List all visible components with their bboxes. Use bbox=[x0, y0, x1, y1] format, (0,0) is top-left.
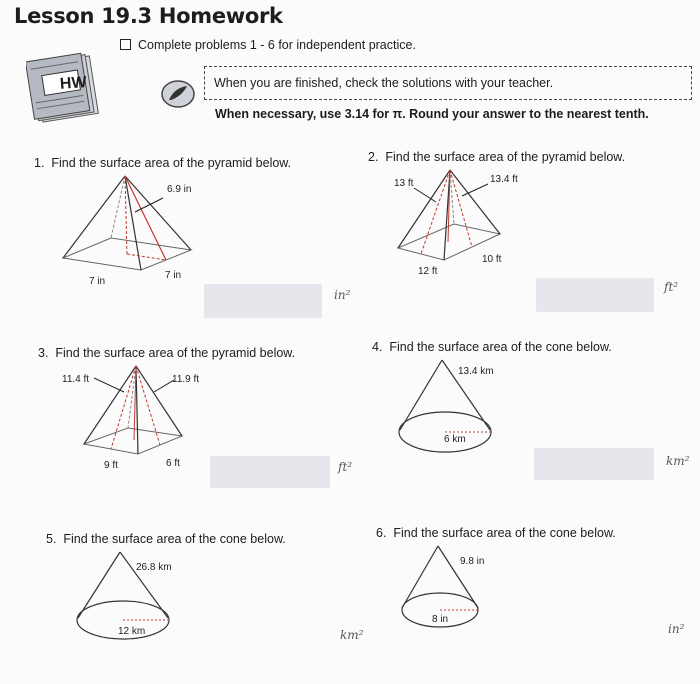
note-text: When you are finished, check the solutions with your teacher. bbox=[214, 76, 554, 90]
answer-box-2[interactable] bbox=[536, 278, 654, 312]
base-edge-label: 7 in bbox=[89, 276, 106, 287]
hw-label: HW bbox=[59, 74, 88, 93]
task-item bbox=[120, 38, 416, 52]
slant-height-label: 11.4 ft bbox=[62, 374, 90, 385]
answer-box-3[interactable] bbox=[210, 456, 330, 488]
problem-4-cone-diagram bbox=[396, 356, 546, 460]
problem-5-cone-diagram bbox=[74, 548, 224, 648]
base-edge-label: 6 ft bbox=[166, 458, 180, 469]
problem-1-pyramid-diagram bbox=[55, 172, 205, 288]
rounding-instruction: When necessary, use 3.14 for π. Round your answer to the nearest tenth. bbox=[215, 107, 649, 121]
problem-6-cone-diagram bbox=[398, 542, 548, 642]
slant-height-label: 13.4 ft bbox=[490, 174, 518, 185]
task-text: Complete problems 1 - 6 for independent practice. bbox=[138, 38, 416, 52]
problem-3-pyramid-diagram bbox=[58, 362, 208, 472]
radius-label: 12 km bbox=[118, 626, 146, 637]
slant-height-label: 11.9 ft bbox=[172, 374, 200, 385]
base-edge-label: 7 in bbox=[165, 270, 182, 281]
problem-4-prompt: 4. Find the surface area of the cone below. bbox=[372, 340, 612, 354]
base-edge-label: 9 ft bbox=[104, 460, 118, 471]
answer-box-1[interactable] bbox=[204, 284, 322, 318]
checkbox-icon[interactable] bbox=[120, 39, 131, 50]
answer-unit-4: km² bbox=[666, 454, 690, 468]
pen-circle-icon bbox=[160, 78, 196, 110]
problem-6-prompt: 6. Find the surface area of the cone below. bbox=[376, 526, 616, 540]
answer-unit-2: ft² bbox=[664, 280, 679, 294]
answer-unit-3: ft² bbox=[338, 460, 353, 474]
slant-height-label: 13 ft bbox=[394, 178, 414, 189]
radius-label: 8 in bbox=[432, 614, 449, 625]
problem-5-prompt: 5. Find the surface area of the cone below. bbox=[46, 532, 286, 546]
slant-height-label: 13.4 km bbox=[458, 366, 494, 377]
answer-unit-5: km² bbox=[340, 628, 364, 642]
problem-2-pyramid-diagram bbox=[388, 166, 538, 276]
base-edge-label: 10 ft bbox=[482, 254, 502, 265]
slant-height-label: 9.8 in bbox=[460, 556, 485, 567]
radius-label: 6 km bbox=[444, 434, 466, 445]
slant-height-label: 26.8 km bbox=[136, 562, 172, 573]
problem-3-prompt: 3. Find the surface area of the pyramid below. bbox=[38, 346, 296, 360]
slant-height-label: 6.9 in bbox=[167, 184, 192, 195]
problem-2-prompt: 2. Find the surface area of the pyramid below. bbox=[368, 150, 626, 164]
answer-box-4[interactable] bbox=[534, 448, 654, 480]
problem-1-prompt: 1. Find the surface area of the pyramid below. bbox=[34, 156, 292, 170]
answer-unit-1: in² bbox=[334, 288, 351, 302]
answer-unit-6: in² bbox=[668, 622, 685, 636]
page-title: Lesson 19.3 Homework bbox=[14, 4, 283, 28]
base-edge-label: 12 ft bbox=[418, 266, 438, 276]
